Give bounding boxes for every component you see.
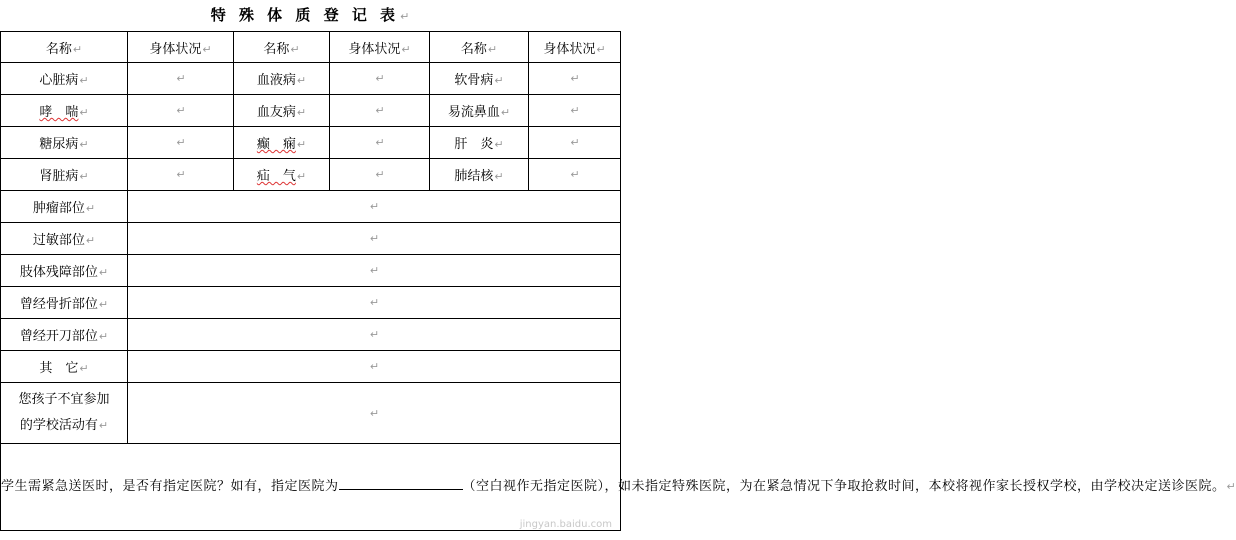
condition-status-cell[interactable]: ↵ (529, 63, 621, 95)
form-title (0, 0, 620, 30)
condition-name: 哮 喘↵ (1, 95, 128, 127)
activity-input-cell[interactable]: ↵ (128, 383, 621, 444)
condition-name: 疝 气↵ (234, 159, 330, 191)
condition-row (1, 95, 621, 127)
header-status-3: 身体状况↵ (529, 32, 621, 63)
detail-row-tumor (1, 191, 621, 223)
detail-label: 其 它↵ (1, 351, 128, 383)
paragraph-mark-icon: ↵ (400, 10, 410, 23)
hospital-blank-field[interactable] (339, 477, 463, 490)
detail-label: 肿瘤部位↵ (1, 191, 128, 223)
detail-row-other (1, 351, 621, 383)
condition-status-cell[interactable]: ↵ (330, 159, 430, 191)
detail-label: 肢体残障部位↵ (1, 255, 128, 287)
condition-name: 肺结核↵ (430, 159, 529, 191)
condition-name: 易流鼻血↵ (430, 95, 529, 127)
condition-status-cell[interactable]: ↵ (128, 95, 234, 127)
activity-label: 您孩子不宜参加 的学校活动有↵ (1, 383, 128, 444)
condition-name: 软骨病↵ (430, 63, 529, 95)
detail-label: 曾经开刀部位↵ (1, 319, 128, 351)
condition-status-cell[interactable]: ↵ (128, 127, 234, 159)
detail-input-cell[interactable]: ↵ (128, 255, 621, 287)
detail-row-disability (1, 255, 621, 287)
condition-name: 心脏病↵ (1, 63, 128, 95)
condition-name: 血友病↵ (234, 95, 330, 127)
header-name-3: 名称↵ (430, 32, 529, 63)
header-status-1: 身体状况↵ (128, 32, 234, 63)
detail-input-cell[interactable]: ↵ (128, 223, 621, 255)
condition-row (1, 63, 621, 95)
header-row (1, 32, 621, 63)
detail-row-allergy (1, 223, 621, 255)
watermark: jingyan.baidu.com (519, 519, 612, 530)
registration-table (0, 31, 1236, 531)
condition-status-cell[interactable]: ↵ (330, 63, 430, 95)
condition-name: 糖尿病↵ (1, 127, 128, 159)
detail-row-surgery (1, 319, 621, 351)
condition-status-cell[interactable]: ↵ (128, 159, 234, 191)
detail-input-cell[interactable]: ↵ (128, 319, 621, 351)
condition-status-cell[interactable]: ↵ (529, 159, 621, 191)
detail-input-cell[interactable]: ↵ (128, 191, 621, 223)
header-status-2: 身体状况↵ (330, 32, 430, 63)
condition-name: 癫 痫↵ (234, 127, 330, 159)
form-title-text: 特 殊 体 质 登 记 表 (210, 6, 400, 24)
condition-status-cell[interactable]: ↵ (128, 63, 234, 95)
header-name-2: 名称↵ (234, 32, 330, 63)
condition-status-cell[interactable]: ↵ (330, 95, 430, 127)
header-name-1: 名称↵ (1, 32, 128, 63)
activity-row (1, 383, 621, 444)
detail-input-cell[interactable]: ↵ (128, 287, 621, 319)
detail-label: 曾经骨折部位↵ (1, 287, 128, 319)
condition-status-cell[interactable]: ↵ (330, 127, 430, 159)
condition-name: 肾脏病↵ (1, 159, 128, 191)
condition-name: 血液病↵ (234, 63, 330, 95)
hospital-note: 学生需紧急送医时，是否有指定医院？如有，指定医院为 （空白视作无指定医院），如未指定特殊医院，为在紧急情况下争取抢救时间，本校将视作家长授权学校，由学校决定送诊医院。↵ (1, 444, 621, 531)
condition-row (1, 159, 621, 191)
condition-row (1, 127, 621, 159)
detail-label: 过敏部位↵ (1, 223, 128, 255)
condition-name: 肝 炎↵ (430, 127, 529, 159)
note-row (1, 444, 621, 531)
condition-status-cell[interactable]: ↵ (529, 127, 621, 159)
detail-input-cell[interactable]: ↵ (128, 351, 621, 383)
detail-row-fracture (1, 287, 621, 319)
condition-status-cell[interactable]: ↵ (529, 95, 621, 127)
